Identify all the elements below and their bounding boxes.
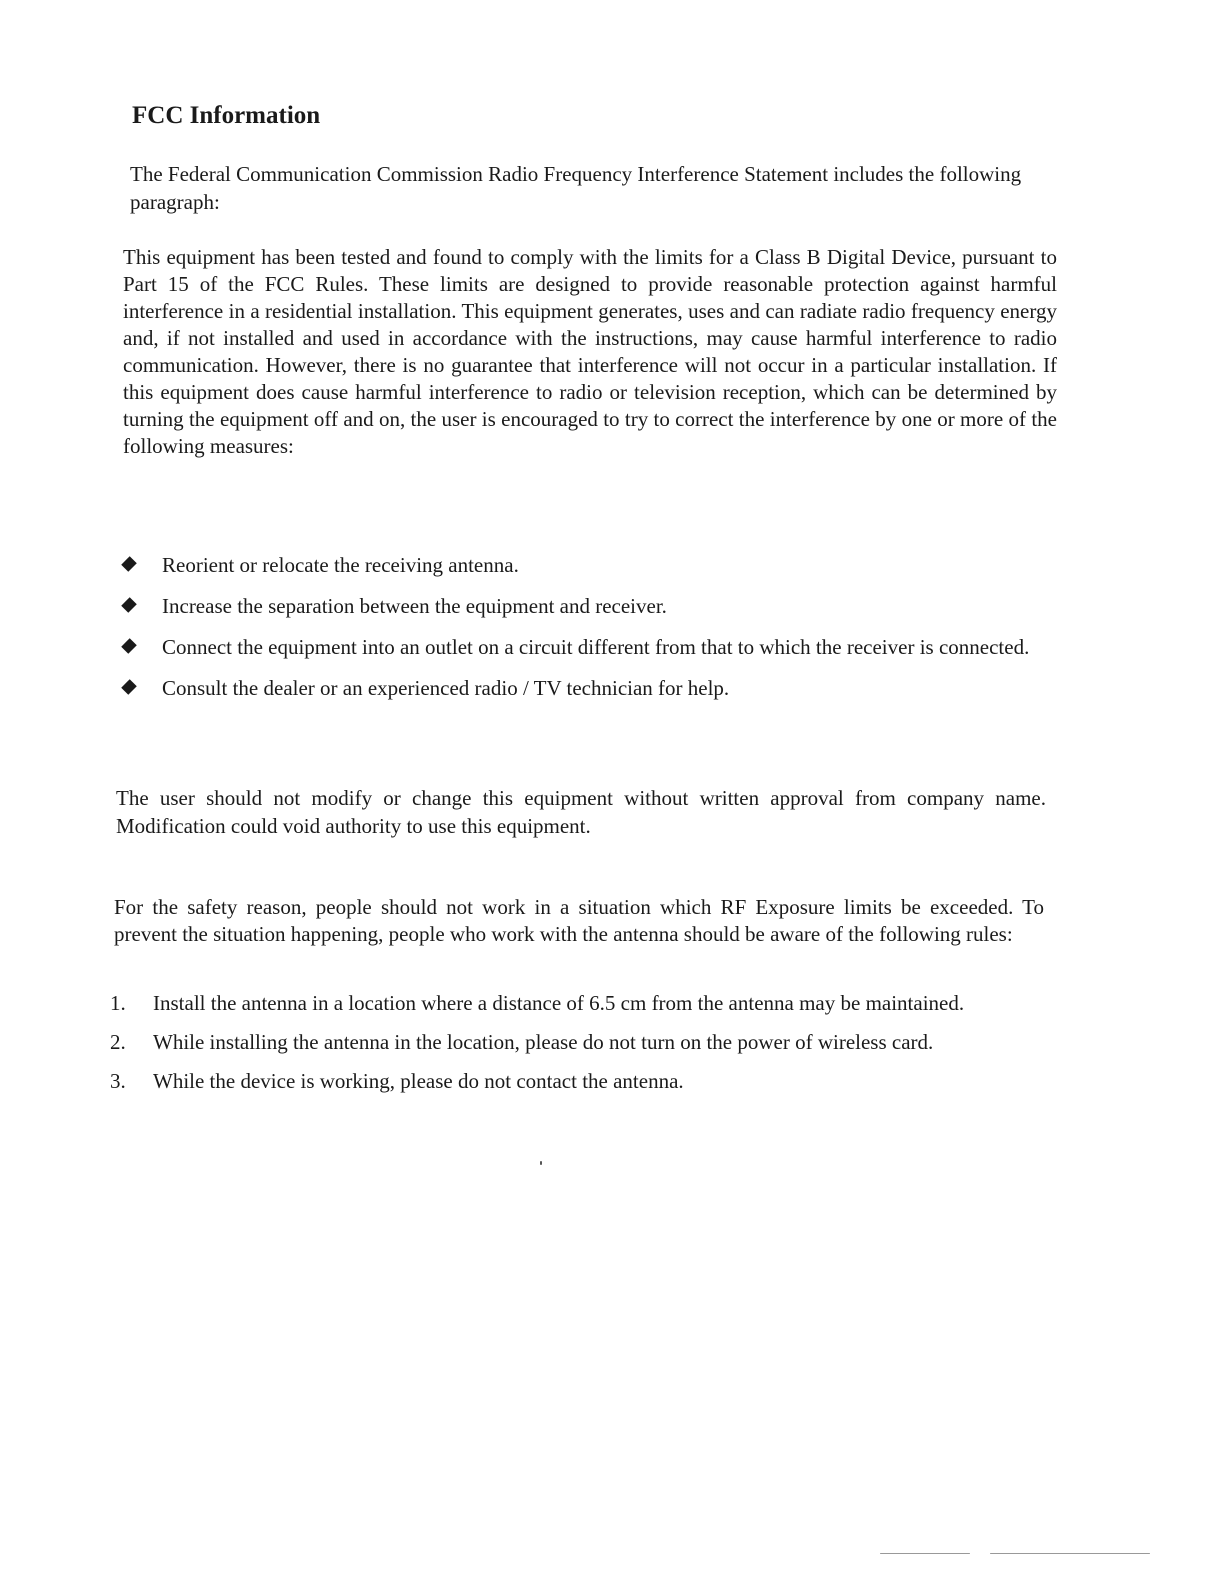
diamond-bullet-icon xyxy=(121,679,137,695)
measure-text: Consult the dealer or an experienced radio / TV technician for help. xyxy=(162,676,730,700)
list-item xyxy=(118,552,1058,579)
interference-statement-paragraph: This equipment has been tested and found to comply with the limits for a Class B Digital Device, pursuant to Part 15 of the FCC Rules. These limits are designed to provide reasonable protection against harmful interference in a residential installation. This equipment generates, uses and can radiate radio frequency energy and, if not installed and used in accordance with the instructions, may cause harmful interference to radio communication. However, there is no guarantee that interference will not occur in a particular installation. If this equipment does cause harmful interference to radio or television reception, which can be determined by turning the equipment off and on, the user is encouraged to try to correct the interference by one or more of the following measures: xyxy=(123,245,1057,458)
rule-number: 3. xyxy=(110,1069,126,1093)
rule-text: Install the antenna in a location where a distance of 6.5 cm from the antenna may be maintained. xyxy=(153,991,965,1015)
safety-paragraph: For the safety reason, people should not work in a situation which RF Exposure limits be exceeded. To prevent the situation happening, people who work with the antenna should be aware of the following rules: xyxy=(114,895,1044,946)
diamond-bullet-icon xyxy=(121,638,137,654)
diamond-bullet-icon xyxy=(121,556,137,572)
measures-list xyxy=(118,552,1058,716)
rule-text: While the device is working, please do not contact the antenna. xyxy=(153,1069,684,1093)
list-item xyxy=(110,1029,1045,1056)
measure-text: Connect the equipment into an outlet on a circuit different from that to which the receiver is connected. xyxy=(162,635,1030,659)
list-item xyxy=(118,634,1058,661)
rule-text: While installing the antenna in the location, please do not turn on the power of wireless card. xyxy=(153,1030,934,1054)
list-item xyxy=(110,1068,1045,1095)
scan-speck xyxy=(990,1553,1150,1554)
list-item xyxy=(118,593,1058,620)
rule-number: 1. xyxy=(110,991,126,1015)
list-item xyxy=(118,675,1058,702)
measure-text: Increase the separation between the equipment and receiver. xyxy=(162,594,667,618)
list-item xyxy=(110,990,1045,1017)
page-title: FCC Information xyxy=(132,102,321,129)
scan-speck xyxy=(880,1553,970,1554)
modification-paragraph: The user should not modify or change this equipment without written approval from company name. Modification could void authority to use this equipment. xyxy=(116,786,1046,838)
rule-number: 2. xyxy=(110,1030,126,1054)
rules-list xyxy=(110,990,1045,1107)
scan-speck xyxy=(540,1161,542,1165)
intro-paragraph: The Federal Communication Commission Radio Frequency Interference Statement includes the following paragraph: xyxy=(130,162,1022,214)
measure-text: Reorient or relocate the receiving antenna. xyxy=(162,553,519,577)
diamond-bullet-icon xyxy=(121,597,137,613)
